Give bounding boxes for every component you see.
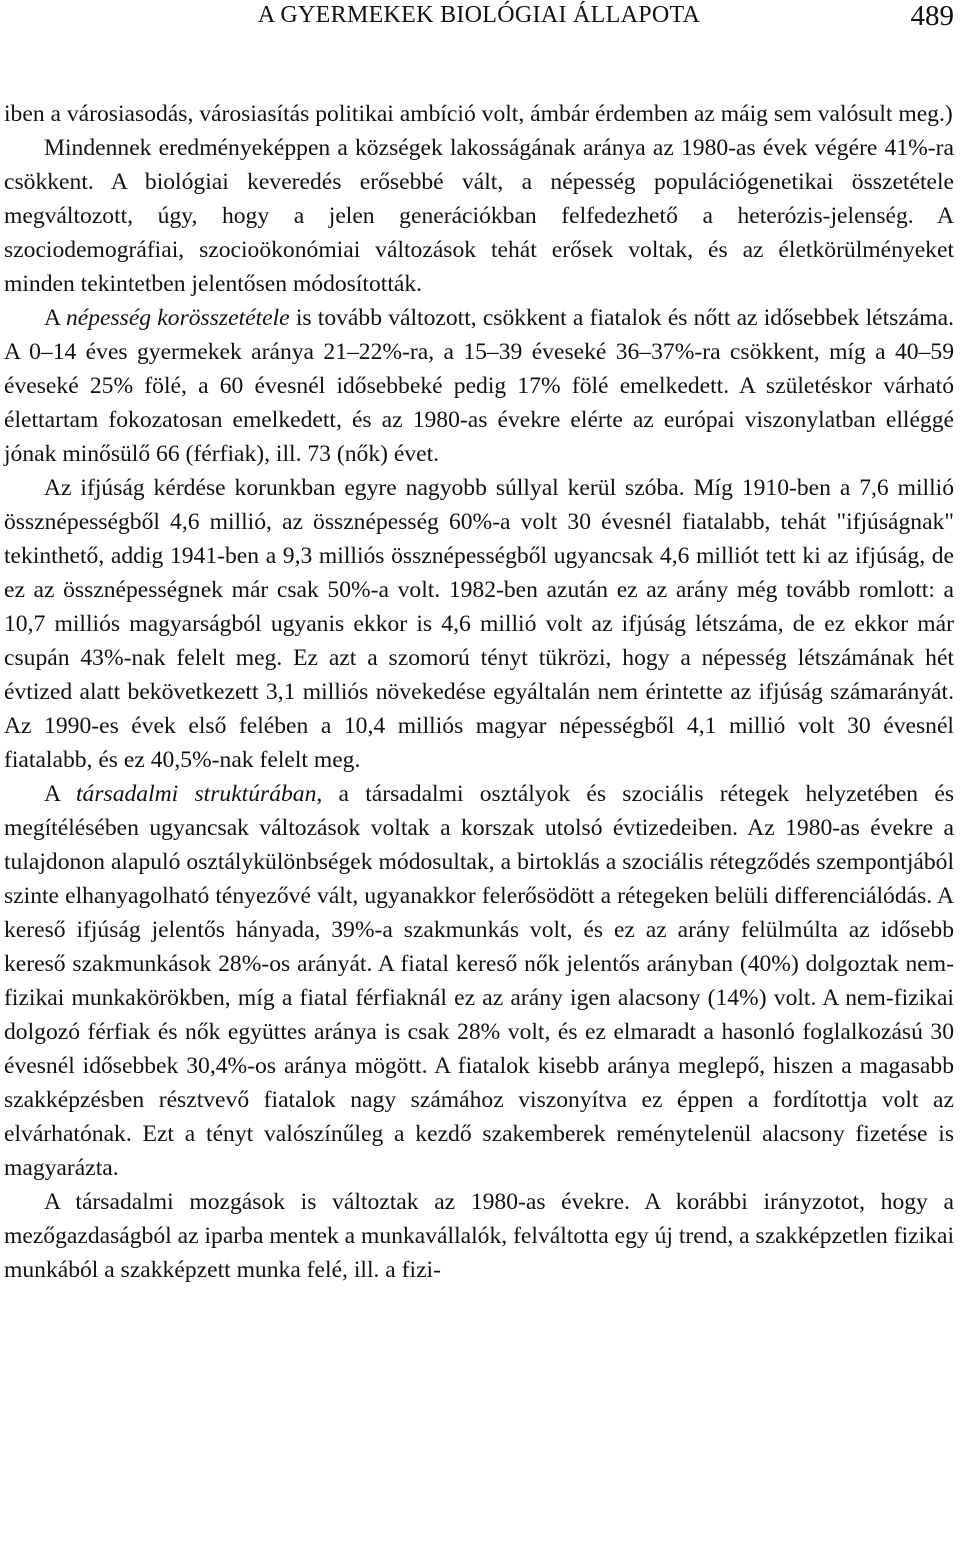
body-text [4, 97, 954, 1287]
text-run: is tovább változott, csökkent a fiatalok és nőtt az idősebbek létszáma. A 0–14 éves gyermekek aránya 21–22%-ra, a 15–39 éveseké 36–37%-ra csökkent, míg a 40–59 éveseké 25% fölé, a 60 évesnél idősebbeké pedig 17% fölé emelkedett. A születéskor várható élettartam fokozatosan emelkedett, és az 1980-as évekre elérte az európai viszonylatban elléggé jónak minősülő 66 (férfiak), ill. 73 (nők) évet. [4, 305, 954, 467]
text-run: A társadalmi mozgások is változtak az 1980-as évekre. A korábbi irányzotot, hogy a mezőgazdaságból az iparba mentek a munkavállalók, felváltotta egy új trend, a szakképzetlen fizikai munkából a szakképzett munka felé, ill. a fizi- [4, 1189, 954, 1283]
running-title: A GYERMEKEK BIOLÓGIAI ÁLLAPOTA [257, 2, 701, 28]
paragraph-social-mobility [4, 1185, 954, 1287]
text-run: Az ifjúság kérdése korunkban egyre nagyobb súllyal kerül szóba. Míg 1910-ben a 7,6 millió össznépességből 4,6 millió, az össznépesség 60%-a volt 30 évesnél fiatalabb, tehát "ifjúságnak" tekinthető, addig 1941-ben a 9,3 milliós össznépességből ugyancsak 4,6 milliót tett ki az ifjúság, de ez az össznépességnek már csak 50%-a volt. 1982-ben azután ez az arány még tovább romlott: a 10,7 milliós magyarságból ugyanis ekkor is 4,6 millió volt az ifjúság létszáma, de ez ekkor már csupán 43%-nak felelt meg. Ez azt a szomorú tényt tükrözi, hogy a népesség létszámának hét évtized alatt bekövetkezett 3,1 milliós növekedése egyáltalán nem érintette az ifjúság számarányát. Az 1990-es évek első felében a 10,4 milliós magyar népességből 4,1 millió volt 30 évesnél fiatalabb, és ez 40,5%-nak felelt meg. [4, 475, 954, 773]
paragraph-youth [4, 471, 954, 777]
italic-term: népesség korösszetétele [65, 305, 290, 331]
text-run: A [44, 305, 66, 331]
text-run: iben a városiasodás, városiasítás politikai ambíció volt, ámbár érdemben az máig sem valósult meg.) [4, 101, 953, 127]
text-run: A [44, 781, 76, 807]
paragraph-age-structure [4, 301, 954, 471]
text-run: Mindennek eredményeképpen a községek lakosságának aránya az 1980-as évek végére 41%-ra csökkent. A biológiai keveredés erősebbé vált, a népesség populációgenetikai összetétele megváltozott, úgy, hogy a jelen generációkban felfedezhető a heterózis-jelenség. A szociodemográfiai, szocioökonómiai változások tehát erősek voltak, és az életkörülményeket minden tekintetben jelentősen módosították. [4, 135, 954, 297]
page-header [4, 0, 954, 40]
page-number: 489 [910, 0, 954, 32]
text-run: , a társadalmi osztályok és szociális rétegek helyzetében és megítélésében ugyancsak változások voltak a korszak utolsó évtizedeiben. Az 1980-as évekre a tulajdonon alapuló osztálykülönbségek módosultak, a birtoklás a szociális rétegződés szempontjából szinte elhanyagolható tényezővé vált, ugyanakkor felerősödött a rétegeken belüli differenciálódás. A kereső ifjúság jelentős hányada, 39%-a szakmunkás volt, és ez az arány felülmúlta az idősebb kereső szakmunkások 28%-os arányát. A fiatal kereső nők jelentős arányban (40%) dolgoztak nem-fizikai munkakörökben, míg a fiatal férfiaknál ez az arány igen alacsony (14%) volt. A nem-fizikai dolgozó férfiak és nők együttes aránya is csak 28% volt, és ez elmaradt a hasonló foglalkozású 30 évesnél idősebbek 30,4%-os aránya mögött. A fiatalok kisebb aránya meglepő, hiszen a magasabb szakképzésben résztvevő fiatalok nagy számához viszonyítva ez éppen a fordítottja volt az elvárhatónak. Ezt a tényt valószínűleg a kezdő szakemberek reménytelenül alacsony fizetése is magyarázta. [4, 781, 954, 1181]
italic-term: társadalmi struktúrában [75, 781, 317, 807]
paragraph-continuation [4, 97, 954, 131]
paragraph-population-change [4, 131, 954, 301]
paragraph-social-structure [4, 777, 954, 1185]
